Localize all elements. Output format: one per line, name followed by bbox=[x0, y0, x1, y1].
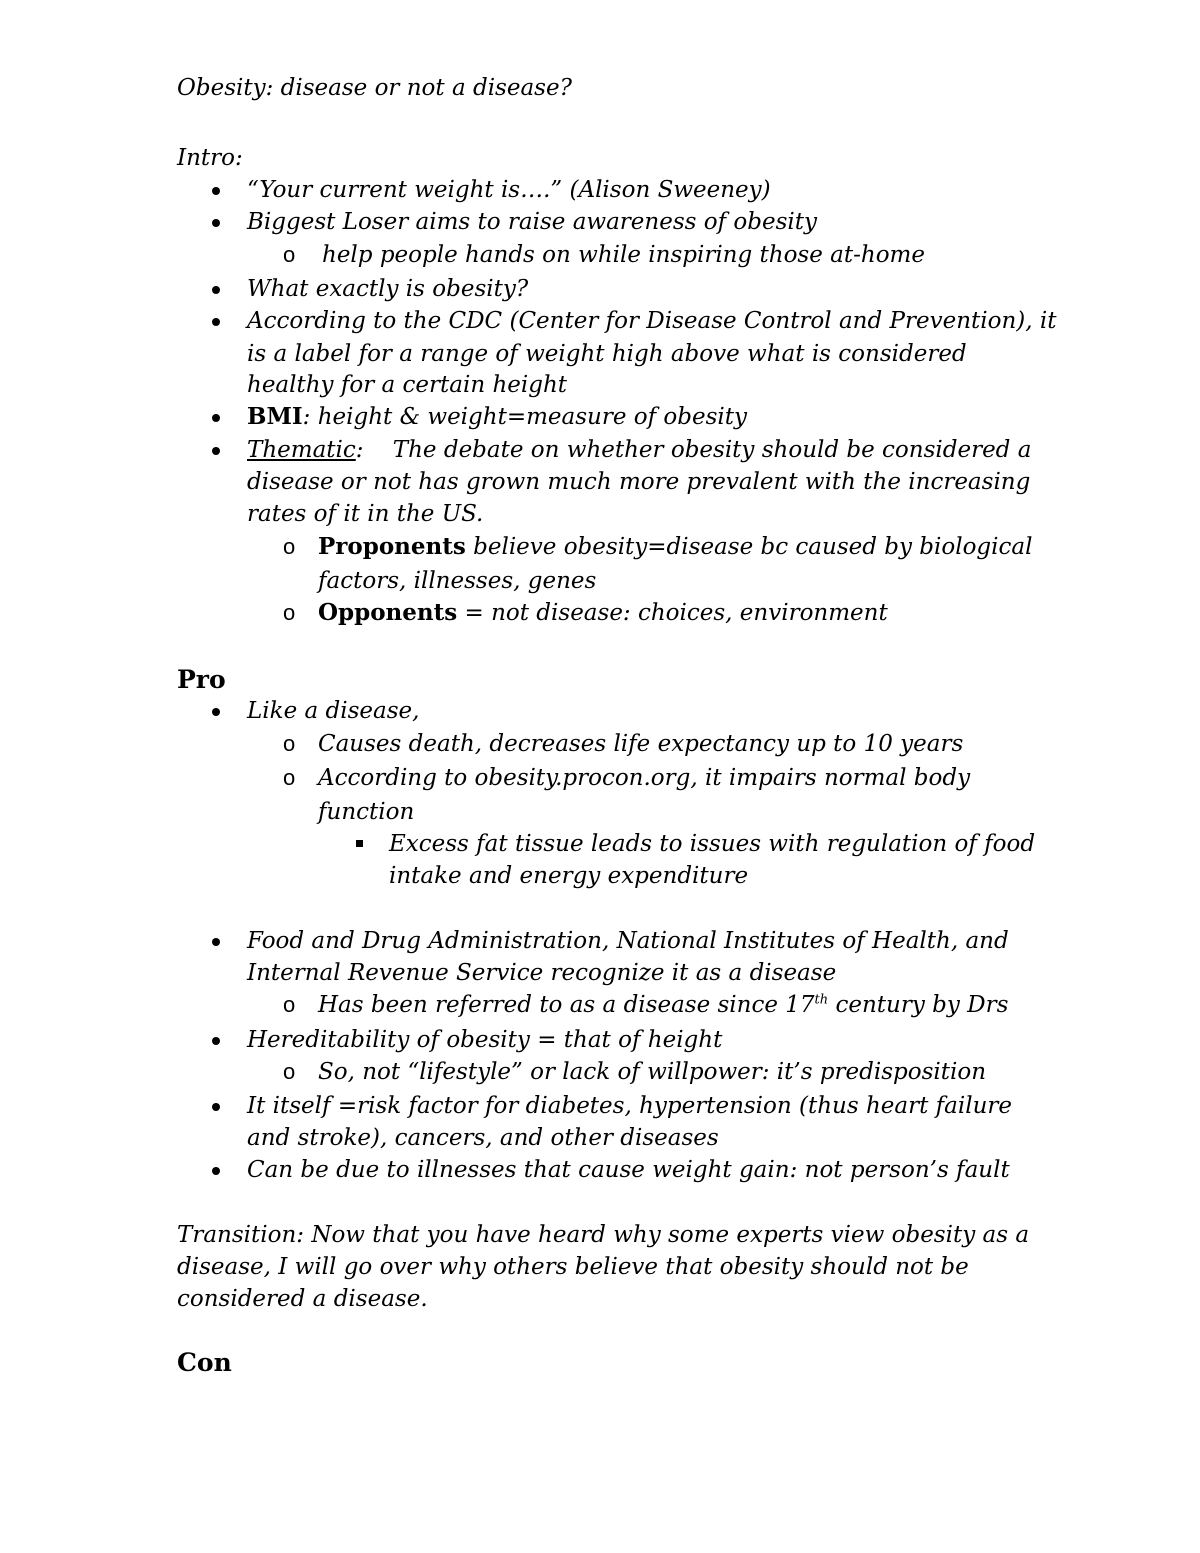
pro-item-hereditability: Hereditability of obesity = that of height bbox=[247, 1027, 723, 1053]
bullet-icon bbox=[212, 1103, 220, 1111]
bullet-icon bbox=[212, 938, 220, 946]
intro-subitem-help: help people hands on while inspiring those at-home bbox=[322, 242, 925, 268]
century-superscript: th bbox=[814, 992, 829, 1008]
pro-subitem-17th-century bbox=[318, 990, 1008, 1020]
pro-item-risk-line1: It itself =risk factor for diabetes, hypertension (thus heart failure bbox=[247, 1093, 1013, 1119]
pro-subitem-death: Causes death, decreases life expectancy up to 10 years bbox=[318, 731, 964, 757]
pro-subsubitem-fat-line2: intake and energy expenditure bbox=[389, 863, 749, 889]
pro-item-illnesses: Can be due to illnesses that cause weight gain: not person’s fault bbox=[247, 1157, 1010, 1183]
sub-bullet-icon: o bbox=[283, 731, 296, 756]
pro-subsubitem-fat-line1: Excess fat tissue leads to issues with regulation of food bbox=[389, 831, 1036, 857]
sub-bullet-icon: o bbox=[283, 1059, 296, 1084]
thematic-label: Thematic bbox=[247, 437, 356, 463]
intro-subitem-proponents-line2: factors, illnesses, genes bbox=[318, 568, 597, 594]
intro-item-thematic-line2: disease or not has grown much more prevalent with the increasing bbox=[247, 469, 1031, 495]
pro-subitem-procon-line1: According to obesity.procon.org, it impairs normal body bbox=[318, 765, 971, 791]
bmi-label: BMI bbox=[247, 403, 303, 430]
intro-item-question: What exactly is obesity? bbox=[247, 276, 529, 302]
bmi-text: : height & weight=measure of obesity bbox=[302, 404, 748, 430]
intro-item-thematic-line1 bbox=[247, 435, 1031, 465]
bullet-icon bbox=[212, 286, 220, 294]
opponents-text: = not disease: choices, environment bbox=[457, 600, 888, 626]
intro-item-quote: “Your current weight is….” (Alison Sweeney) bbox=[247, 177, 771, 203]
intro-item-cdc-line3: healthy for a certain height bbox=[247, 372, 568, 398]
sub-bullet-icon: o bbox=[283, 600, 296, 625]
pro-item-agencies-line1: Food and Drug Administration, National Institutes of Health, and bbox=[247, 928, 1009, 954]
century-text-post: century by Drs bbox=[828, 992, 1009, 1018]
bullet-icon bbox=[212, 219, 220, 227]
sub-bullet-icon: o bbox=[283, 242, 296, 267]
opponents-label: Opponents bbox=[318, 599, 458, 626]
bullet-icon bbox=[212, 708, 220, 716]
sub-bullet-icon: o bbox=[283, 534, 296, 559]
intro-item-cdc-line2: is a label for a range of weight high above what is considered bbox=[247, 341, 967, 367]
proponents-text: believe obesity=disease bc caused by biological bbox=[465, 534, 1033, 560]
bullet-icon bbox=[212, 187, 220, 195]
bullet-icon bbox=[212, 1037, 220, 1045]
thematic-text: : The debate on whether obesity should be considered a bbox=[355, 437, 1032, 463]
con-heading: Con bbox=[177, 1348, 232, 1377]
century-text-pre: Has been referred to as a disease since 17 bbox=[318, 992, 815, 1018]
intro-subitem-opponents bbox=[318, 598, 888, 628]
intro-item-cdc-line1: According to the CDC (Center for Disease Control and Prevention), it bbox=[247, 308, 1057, 334]
sub-bullet-icon: o bbox=[283, 992, 296, 1017]
bullet-icon bbox=[212, 318, 220, 326]
intro-item-thematic-line3: rates of it in the US. bbox=[247, 501, 484, 527]
proponents-label: Proponents bbox=[318, 533, 466, 560]
bullet-icon bbox=[212, 447, 220, 455]
intro-subitem-proponents-line1 bbox=[318, 532, 1032, 562]
transition-line3: considered a disease. bbox=[177, 1286, 428, 1312]
bullet-icon bbox=[212, 414, 220, 422]
transition-line2: disease, I will go over why others believe that obesity should not be bbox=[177, 1254, 969, 1280]
square-bullet-icon bbox=[356, 840, 363, 847]
bullet-icon bbox=[212, 1167, 220, 1175]
pro-item-like-disease: Like a disease, bbox=[247, 698, 420, 724]
intro-item-biggest-loser: Biggest Loser aims to raise awareness of obesity bbox=[247, 209, 818, 235]
sub-bullet-icon: o bbox=[283, 765, 296, 790]
pro-subitem-lifestyle: So, not “lifestyle” or lack of willpower: it’s predisposition bbox=[318, 1059, 987, 1085]
pro-subitem-procon-line2: function bbox=[318, 799, 415, 825]
pro-heading: Pro bbox=[177, 665, 226, 694]
intro-label: Intro: bbox=[177, 145, 243, 171]
pro-item-risk-line2: and stroke), cancers, and other diseases bbox=[247, 1125, 719, 1151]
transition-line1: Transition: Now that you have heard why some experts view obesity as a bbox=[177, 1222, 1030, 1248]
intro-item-bmi bbox=[247, 402, 747, 432]
document-title: Obesity: disease or not a disease? bbox=[177, 75, 572, 101]
pro-item-agencies-line2: Internal Revenue Service recognize it as a disease bbox=[247, 960, 837, 986]
